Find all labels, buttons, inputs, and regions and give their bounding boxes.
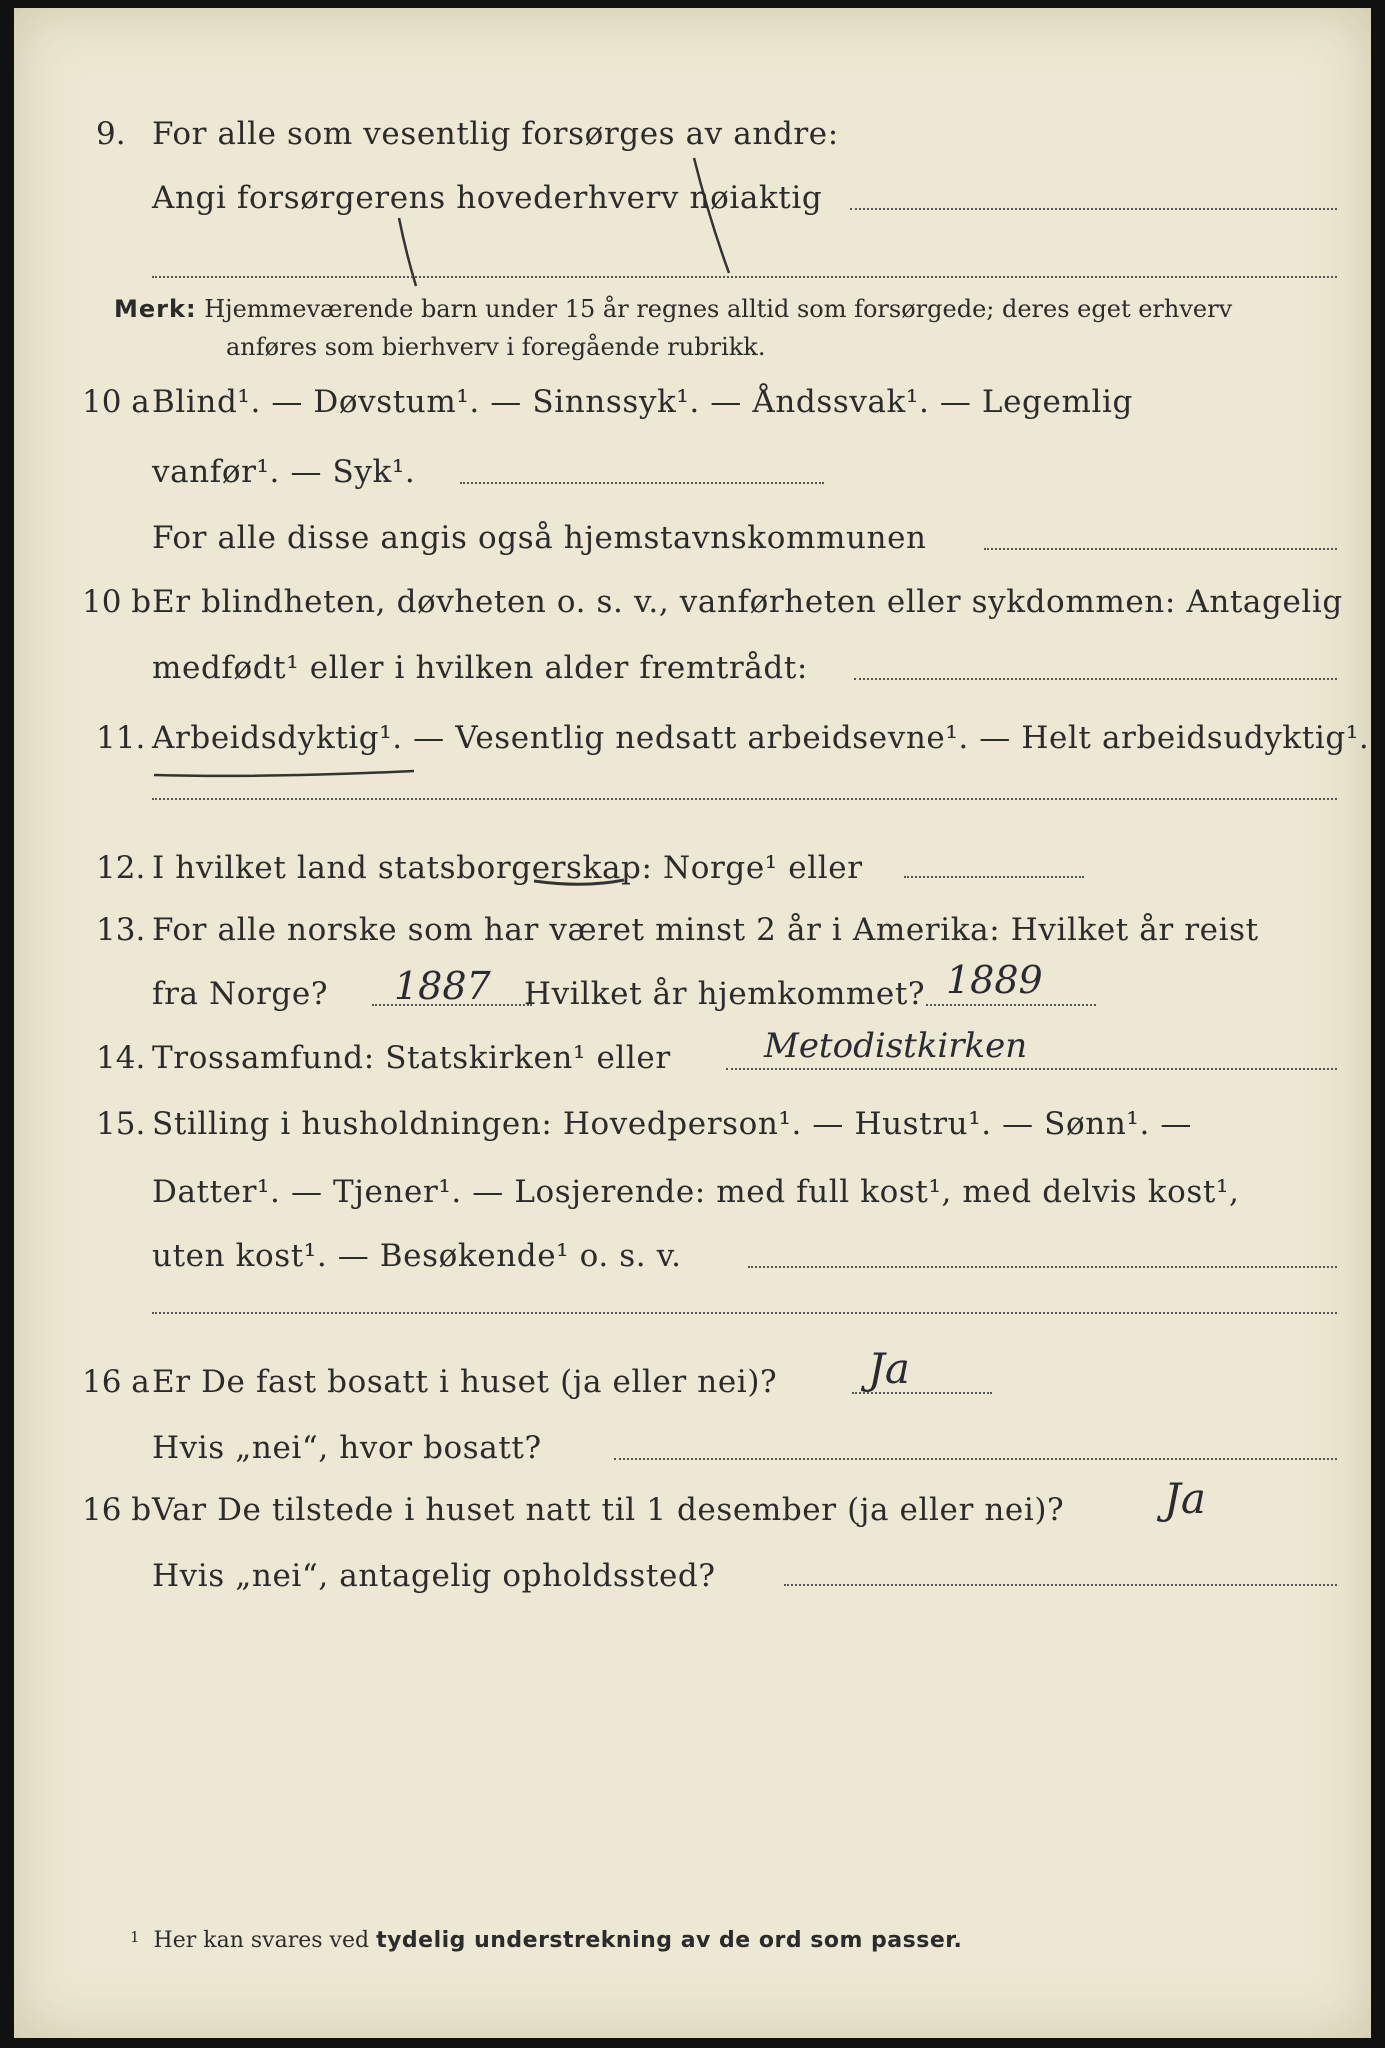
q14-number: 14. bbox=[96, 1040, 146, 1076]
q13-hand-year-left: 1887 bbox=[394, 964, 491, 1008]
footnote-text-bold: tydelig understrekning av de ord som passer. bbox=[376, 1928, 963, 1953]
q13-line2b: Hvilket år hjemkommet? bbox=[524, 976, 926, 1012]
q10a-line1: Blind¹. — Døvstum¹. — Sinnssyk¹. — Åndssvak¹. — Legemlig bbox=[152, 384, 1133, 420]
q15-answer-line-2[interactable] bbox=[152, 1312, 1337, 1314]
q16a-line1: Er De fast bosatt i huset (ja eller nei)? bbox=[152, 1364, 778, 1400]
q16b-line1: Var De tilstede i huset natt til 1 desember (ja eller nei)? bbox=[152, 1492, 1065, 1528]
q11-line1: Arbeidsdyktig¹. — Vesentlig nedsatt arbeidsevne¹. — Helt arbeidsudyktig¹. bbox=[152, 720, 1370, 756]
merk-note bbox=[114, 290, 1232, 328]
q10a-line3: For alle disse angis også hjemstavnskommunen bbox=[152, 520, 927, 556]
q12-answer-word: Norge¹ bbox=[663, 850, 778, 886]
q9-line2: Angi forsørgerens hovederhverv nøiaktig bbox=[152, 180, 823, 216]
q15-line3: uten kost¹. — Besøkende¹ o. s. v. bbox=[152, 1238, 682, 1274]
footnote-mark: 1 bbox=[130, 1928, 140, 1946]
census-form-page bbox=[14, 8, 1371, 2038]
q9-line1: For alle som vesentlig forsørges av andre: bbox=[152, 116, 839, 152]
q16b-number: 16 b bbox=[82, 1492, 152, 1528]
merk-line1: Hjemmeværende barn under 15 år regnes alltid som forsørgede; deres eget erhverv bbox=[204, 295, 1233, 323]
q11-number: 11. bbox=[96, 720, 146, 756]
q10a-line2: vanfør¹. — Syk¹. bbox=[152, 454, 416, 490]
q13-hand-year-returned: 1889 bbox=[946, 958, 1043, 1002]
q16a-number: 16 a bbox=[82, 1364, 150, 1400]
q9-answer-line[interactable] bbox=[850, 208, 1337, 210]
q16a-hand-answer: Ja bbox=[868, 1344, 910, 1393]
q16a-residence-line[interactable] bbox=[614, 1458, 1337, 1460]
q10a-hometown-line[interactable] bbox=[984, 548, 1337, 550]
q16b-whereabouts-line[interactable] bbox=[784, 1584, 1337, 1586]
q15-number: 15. bbox=[96, 1106, 146, 1142]
q14-answer-line[interactable] bbox=[726, 1068, 1337, 1070]
q10a-number: 10 a bbox=[82, 384, 150, 420]
q13-line2a: fra Norge? bbox=[152, 976, 329, 1012]
q15-line1: Stilling i husholdningen: Hovedperson¹. — Hustru¹. — Sønn¹. — bbox=[152, 1106, 1192, 1142]
q13-year-returned-line[interactable] bbox=[926, 1004, 1096, 1006]
footnote bbox=[130, 1928, 962, 1953]
q15-answer-line[interactable] bbox=[748, 1266, 1337, 1268]
q16a-line2: Hvis „nei“, hvor bosatt? bbox=[152, 1430, 542, 1466]
q10b-line2: medfødt¹ eller i hvilken alder fremtrådt: bbox=[152, 650, 808, 686]
q13-line1: For alle norske som har været minst 2 år i Amerika: Hvilket år reist bbox=[152, 912, 1259, 948]
merk-label: Merk: bbox=[114, 295, 197, 323]
q9-number: 9. bbox=[96, 116, 126, 152]
q12-line bbox=[152, 850, 863, 886]
q14-line1: Trossamfund: Statskirken¹ eller bbox=[152, 1040, 671, 1076]
q10b-number: 10 b bbox=[82, 584, 152, 620]
q10b-line1: Er blindheten, døvheten o. s. v., vanførheten eller sykdommen: Antagelig bbox=[152, 584, 1343, 620]
underline-arbeidsdyktig bbox=[154, 771, 414, 776]
q12-number: 12. bbox=[96, 850, 146, 886]
q10a-answer-line[interactable] bbox=[460, 482, 824, 484]
merk-line2: anføres som bierhverv i foregående rubrikk. bbox=[226, 333, 766, 361]
q13-number: 13. bbox=[96, 912, 146, 948]
q10b-answer-line[interactable] bbox=[854, 678, 1337, 680]
footnote-text-plain: Her kan svares ved bbox=[153, 1928, 370, 1953]
q16b-line2: Hvis „nei“, antagelig opholdssted? bbox=[152, 1558, 716, 1594]
q14-hand-answer: Metodistkirken bbox=[764, 1026, 1028, 1066]
q15-line2: Datter¹. — Tjener¹. — Losjerende: med full kost¹, med delvis kost¹, bbox=[152, 1174, 1240, 1210]
q11-answer-line[interactable] bbox=[152, 798, 1337, 800]
q16b-hand-answer: Ja bbox=[1164, 1474, 1206, 1523]
q9-answer-line-2[interactable] bbox=[152, 276, 1337, 278]
q12-answer-line[interactable] bbox=[904, 876, 1084, 878]
q12-prefix: I hvilket land statsborgerskap: bbox=[152, 850, 653, 886]
q12-suffix: eller bbox=[788, 850, 863, 886]
